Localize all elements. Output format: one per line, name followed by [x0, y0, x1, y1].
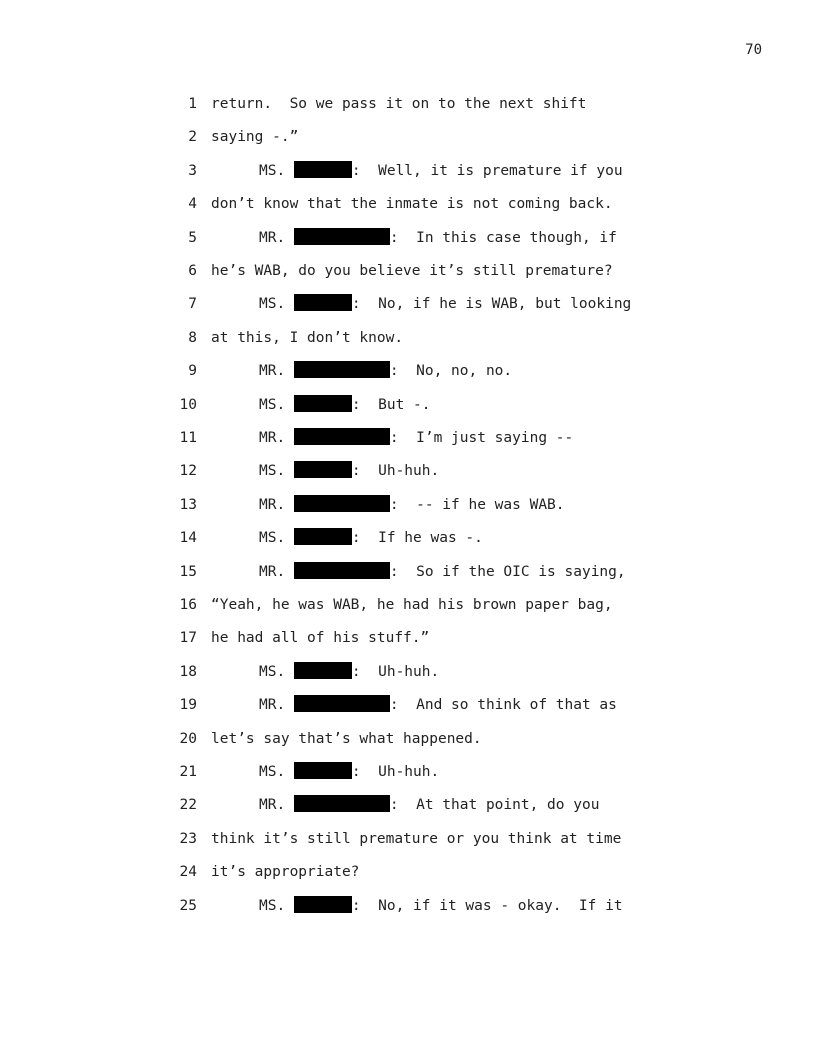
line-text [211, 328, 403, 348]
transcript-line [0, 161, 816, 181]
transcript-line [0, 361, 816, 381]
spoken-text: : I’m just saying -- [389, 430, 574, 446]
spoken-text: : And so think of that as [389, 697, 617, 714]
redaction-box [294, 762, 352, 779]
line-text [259, 896, 623, 916]
transcript-line [0, 862, 816, 882]
line-text [211, 729, 482, 749]
line-text [259, 161, 623, 181]
line-number: 13 [179, 496, 197, 513]
spoken-text: he’s WAB, do you believe it’s still premature? [211, 263, 613, 279]
line-text [211, 127, 298, 147]
redaction-box [294, 695, 390, 712]
line-text [211, 862, 359, 882]
line-text [259, 528, 483, 548]
spoken-text: don’t know that the inmate is not coming back. [211, 196, 613, 213]
line-text [259, 662, 439, 682]
line-number: 10 [179, 396, 197, 413]
line-text [259, 695, 617, 715]
transcript-line [0, 562, 816, 582]
speaker-title: MS. [259, 463, 294, 480]
line-number: 4 [188, 196, 197, 213]
spoken-text: think it’s still premature or you think at time [211, 830, 622, 847]
line-text [259, 762, 439, 782]
speaker-title: MR. [259, 430, 294, 446]
speaker-title: MR. [259, 563, 294, 580]
spoken-text: : No, if he is WAB, but looking [351, 296, 632, 313]
redaction-box [294, 795, 390, 812]
line-number: 5 [188, 229, 197, 246]
redaction-box [294, 562, 390, 579]
transcript-line [0, 528, 816, 548]
redaction-box [294, 294, 352, 311]
spoken-text: : Uh-huh. [351, 463, 440, 480]
speaker-title: MS. [259, 897, 294, 914]
spoken-text: he had all of his stuff.” [211, 630, 430, 647]
line-text [259, 361, 512, 381]
transcript-line [0, 628, 816, 648]
redaction-box [294, 428, 390, 445]
line-number: 12 [179, 463, 197, 480]
line-text [259, 795, 599, 815]
line-text [259, 562, 626, 582]
transcript-line [0, 896, 816, 916]
line-number: 25 [179, 897, 197, 914]
line-text [211, 595, 613, 615]
spoken-text: return. So we pass it on to the next shift [211, 96, 587, 112]
spoken-text: : No, no, no. [389, 363, 513, 380]
spoken-text: : Uh-huh. [351, 764, 440, 780]
speaker-title: MS. [259, 663, 294, 680]
speaker-title: MS. [259, 162, 294, 179]
speaker-title: MR. [259, 496, 294, 513]
line-number: 16 [179, 597, 197, 613]
line-text [259, 428, 573, 448]
transcript-line [0, 695, 816, 715]
redaction-box [294, 228, 390, 245]
redaction-box [294, 461, 352, 478]
spoken-text: “Yeah, he was WAB, he had his brown paper bag, [211, 597, 613, 613]
redaction-box [294, 896, 352, 913]
transcript-line [0, 127, 816, 147]
line-number: 15 [179, 563, 197, 580]
transcript-line [0, 762, 816, 782]
page-number: 70 [745, 42, 762, 58]
line-number: 7 [188, 296, 197, 313]
line-number: 9 [188, 363, 197, 380]
transcript-line [0, 194, 816, 214]
transcript-line [0, 94, 816, 114]
transcript-line [0, 829, 816, 849]
line-text [259, 395, 431, 415]
spoken-text: let’s say that’s what happened. [211, 730, 482, 747]
spoken-text: : Uh-huh. [351, 663, 440, 680]
transcript-line [0, 729, 816, 749]
spoken-text: : But -. [351, 396, 431, 413]
line-number: 1 [188, 96, 197, 112]
line-number: 20 [179, 730, 197, 747]
speaker-title: MS. [259, 530, 294, 547]
redaction-box [294, 161, 352, 178]
line-number: 6 [188, 263, 197, 279]
line-number: 23 [179, 830, 197, 847]
transcript-line [0, 495, 816, 515]
transcript-line [0, 595, 816, 615]
spoken-text: : -- if he was WAB. [389, 496, 565, 513]
transcript-line [0, 261, 816, 281]
transcript-line [0, 228, 816, 248]
speaker-title: MS. [259, 764, 294, 780]
line-text [259, 294, 631, 314]
spoken-text: it’s appropriate? [211, 864, 360, 881]
line-number: 2 [188, 129, 197, 146]
line-number: 22 [179, 797, 197, 814]
spoken-text: : In this case though, if [389, 229, 617, 246]
spoken-text: : No, if it was - okay. If it [351, 897, 623, 914]
line-number: 18 [179, 663, 197, 680]
line-number: 21 [179, 764, 197, 780]
redaction-box [294, 395, 352, 412]
spoken-text: : So if the OIC is saying, [389, 563, 626, 580]
speaker-title: MR. [259, 797, 294, 814]
line-text [259, 461, 439, 481]
speaker-title: MS. [259, 396, 294, 413]
line-text [211, 261, 613, 281]
transcript-line [0, 428, 816, 448]
line-text [211, 628, 429, 648]
spoken-text: : Well, it is premature if you [351, 162, 623, 179]
spoken-text: saying -.” [211, 129, 299, 146]
line-text [211, 829, 621, 849]
transcript-line [0, 795, 816, 815]
line-number: 8 [188, 329, 197, 346]
line-number: 17 [179, 630, 197, 647]
line-text [259, 495, 565, 515]
redaction-box [294, 361, 390, 378]
speaker-title: MS. [259, 296, 294, 313]
transcript-line [0, 328, 816, 348]
line-number: 19 [179, 697, 197, 714]
line-text [211, 94, 586, 114]
line-number: 24 [179, 864, 197, 881]
speaker-title: MR. [259, 697, 294, 714]
line-text [211, 194, 613, 214]
line-number: 14 [179, 530, 197, 547]
line-number: 11 [179, 430, 197, 446]
transcript-line [0, 294, 816, 314]
speaker-title: MR. [259, 363, 294, 380]
spoken-text: at this, I don’t know. [211, 329, 404, 346]
line-text [259, 228, 617, 248]
spoken-text: : At that point, do you [389, 797, 600, 814]
transcript-line [0, 461, 816, 481]
redaction-box [294, 662, 352, 679]
transcript-line [0, 395, 816, 415]
line-number: 3 [188, 162, 197, 179]
redaction-box [294, 495, 390, 512]
spoken-text: : If he was -. [351, 530, 483, 547]
redaction-box [294, 528, 352, 545]
speaker-title: MR. [259, 229, 294, 246]
transcript-line [0, 662, 816, 682]
